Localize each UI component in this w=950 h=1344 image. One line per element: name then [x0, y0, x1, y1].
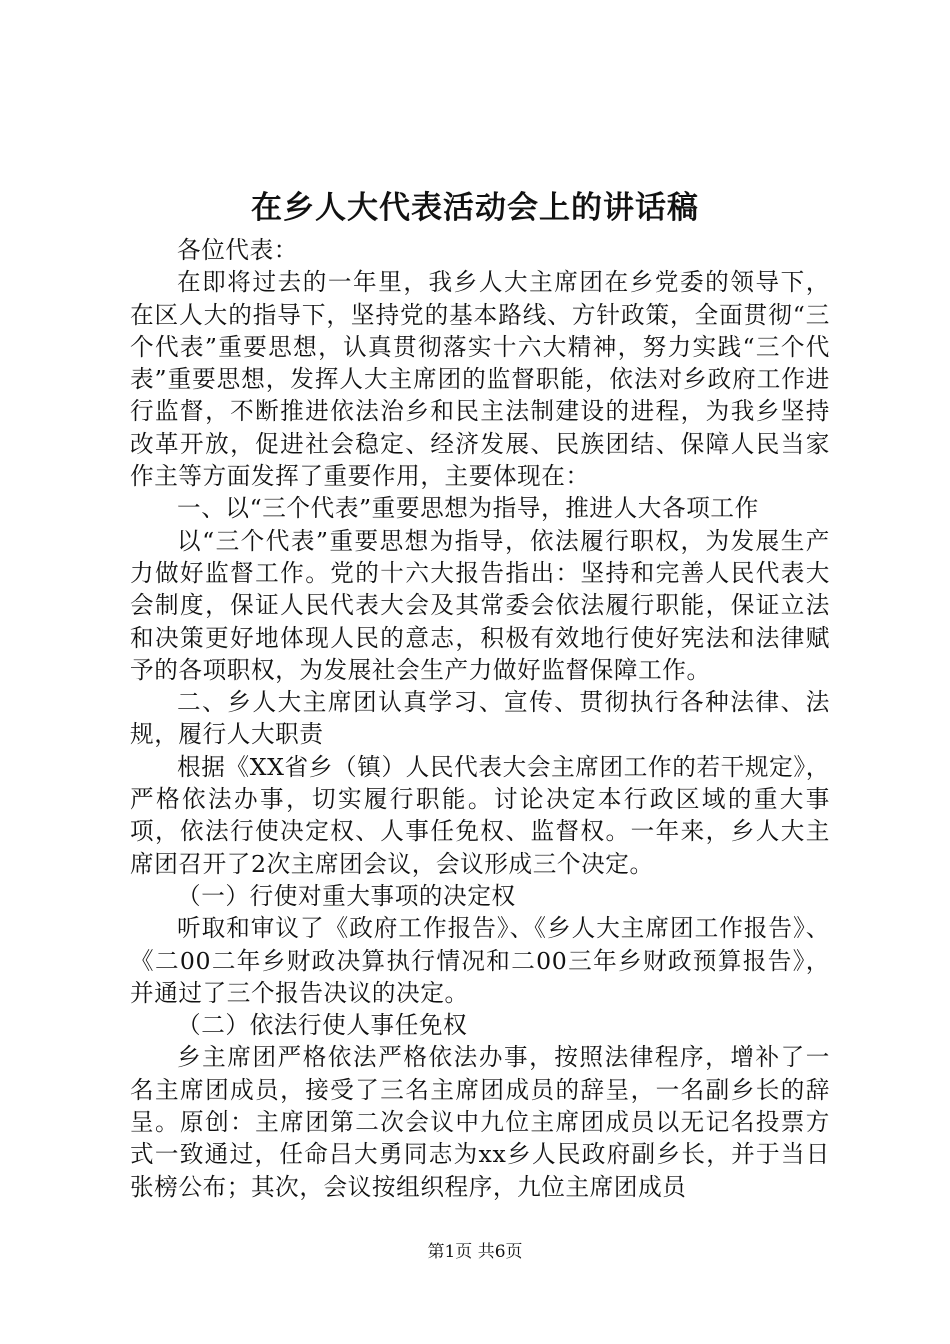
document-body: [130, 234, 830, 1203]
paragraph-subsection-2: 乡主席团严格依法严格依法办事，按照法律程序，增补了一名主席团成员，接受了三名主席团成员的辞呈，一名副乡长的辞呈。原创：主席团第二次会议中九位主席团成员以无记名投票方式一致通过，任命吕大勇同志为xx乡人民政府副乡长，并于当日张榜公布；其次，会议按组织程序，九位主席团成员: [130, 1043, 830, 1201]
subsection-heading-2: （二）依法行使人事任免权: [177, 1011, 468, 1040]
paragraph-section-2: 根据《XX省乡（镇）人民代表大会主席团工作的若干规定》，严格依法办事，切实履行职能。讨论决定本行政区域的重大事项，依法行使决定权、人事任免权、监督权。一年来，乡人大主席团召开了2次主席团会议，会议形成三个决定。: [130, 752, 830, 878]
page-footer: 第1页 共6页: [427, 1242, 523, 1262]
salutation: 各位代表：: [177, 236, 298, 264]
section-heading-2: 二、乡人大主席团认真学习、宣传、贯彻执行各种法律、法规，履行人大职责: [130, 688, 830, 749]
document-title: 在乡人大代表活动会上的讲话稿: [251, 190, 699, 226]
paragraph-section-1: 以“三个代表”重要思想为指导，依法履行职权，为发展生产力做好监督工作。党的十六大报告指出：坚持和完善人民代表大会制度，保证人民代表大会及其常委会依法履行职能，保证立法和决策更好地体现人民的意志，积极有效地行使好宪法和法律赋予的各项职权，为发展社会生产力做好监督保障工作。: [130, 526, 830, 684]
subsection-heading-1: （一）行使对重大事项的决定权: [177, 881, 516, 910]
paragraph-intro: 在即将过去的一年里，我乡人大主席团在乡党委的领导下，在区人大的指导下，坚持党的基本路线、方针政策，全面贯彻“三个代表”重要思想，认真贯彻落实十六大精神，努力实践“三个代表”重要思想，发挥人大主席团的监督职能，依法对乡政府工作进行监督，不断推进依法治乡和民主法制建设的进程，为我乡坚持改革开放，促进社会稳定、经济发展、民族团结、保障人民当家作主等方面发挥了重要作用，主要体现在：: [130, 268, 830, 491]
paragraph-subsection-1: 听取和审议了《政府工作报告》、《乡人大主席团工作报告》、《二00二年乡财政决算执行情况和二00三年乡财政预算报告》，并通过了三个报告决议的决定。: [130, 914, 830, 1007]
section-heading-1: 一、以“三个代表”重要思想为指导，推进人大各项工作: [177, 494, 759, 523]
